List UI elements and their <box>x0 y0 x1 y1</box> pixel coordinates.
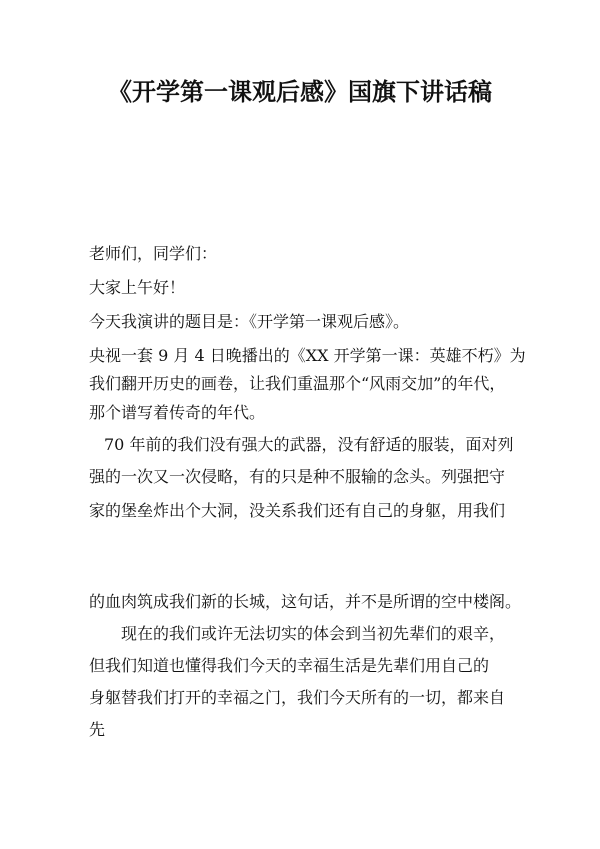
paragraph-3-line-2: 但我们知道也懂得我们今天的幸福生活是先辈们用自己的 <box>89 656 490 675</box>
hello-line: 大家上午好！ <box>89 278 186 297</box>
paragraph-1-line-1: 央视一套 9 月 4 日晚播出的《XX 开学第一课：英雄不朽》为 <box>89 346 526 365</box>
topic-line: 今天我演讲的题目是：《开学第一课观后感》。 <box>89 312 410 331</box>
paragraph-1-line-2: 我们翻开历史的画卷，让我们重温那个“风雨交加”的年代， <box>89 374 506 393</box>
paragraph-2-line-1: 70 年前的我们没有强大的武器，没有舒适的服装，面对列 <box>104 435 514 454</box>
paragraph-2-line-3: 家的堡垒炸出个大洞，没关系我们还有自己的身躯，用我们 <box>89 501 506 520</box>
paragraph-2-line-4: 的血肉筑成我们新的长城，这句话，并不是所谓的空中楼阁。 <box>89 592 522 611</box>
paragraph-3-line-4: 先 <box>89 720 106 739</box>
paragraph-2-line-2: 强的一次又一次侵略，有的只是种不服输的念头。列强把守 <box>89 467 506 486</box>
paragraph-1-line-3: 那个谱写着传奇的年代。 <box>89 403 266 422</box>
paragraph-3-line-3: 身躯替我们打开的幸福之门，我们今天所有的一切，都来自 <box>89 688 506 707</box>
paragraph-3-line-1: 现在的我们或许无法切实的体会到当初先辈们的艰辛， <box>121 624 506 643</box>
greeting-line: 老师们，同学们： <box>89 244 218 263</box>
document-title: 《开学第一课观后感》国旗下讲话稿 <box>108 77 492 106</box>
